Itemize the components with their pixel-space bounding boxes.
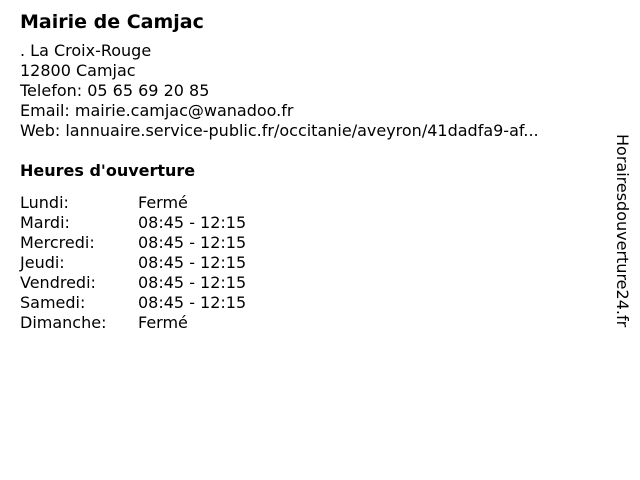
day-label: Vendredi: xyxy=(20,273,96,292)
postal-city: 12800 Camjac xyxy=(20,61,136,80)
page-title: Mairie de Camjac xyxy=(20,11,204,33)
day-label: Samedi: xyxy=(20,293,86,312)
opening-hours-table xyxy=(20,193,600,333)
time-value: 08:45 - 12:15 xyxy=(138,253,247,272)
time-value: 08:45 - 12:15 xyxy=(138,213,247,232)
brand-watermark: Horairesdouverture24.fr xyxy=(613,134,632,328)
time-value: 08:45 - 12:15 xyxy=(138,233,247,252)
phone-line: Telefon: 05 65 69 20 85 xyxy=(20,81,210,100)
hours-row-tuesday xyxy=(20,213,600,233)
hours-row-friday xyxy=(20,273,600,293)
day-label: Mercredi: xyxy=(20,233,95,252)
opening-hours-heading: Heures d'ouverture xyxy=(20,161,196,180)
time-value: 08:45 - 12:15 xyxy=(138,273,247,292)
day-label: Mardi: xyxy=(20,213,70,232)
hours-row-thursday xyxy=(20,253,600,273)
hours-row-monday xyxy=(20,193,600,213)
address-block xyxy=(20,41,600,141)
hours-row-sunday xyxy=(20,313,600,333)
time-value: Fermé xyxy=(138,193,188,212)
street-address: . La Croix-Rouge xyxy=(20,41,152,60)
business-card xyxy=(20,10,600,333)
time-value: 08:45 - 12:15 xyxy=(138,293,247,312)
time-value: Fermé xyxy=(138,313,188,332)
hours-row-wednesday xyxy=(20,233,600,253)
web-line: Web: lannuaire.service-public.fr/occitanie/aveyron/41dadfa9-af... xyxy=(20,121,539,140)
day-label: Jeudi: xyxy=(20,253,65,272)
hours-row-saturday xyxy=(20,293,600,313)
day-label: Lundi: xyxy=(20,193,69,212)
day-label: Dimanche: xyxy=(20,313,107,332)
email-line: Email: mairie.camjac@wanadoo.fr xyxy=(20,101,294,120)
